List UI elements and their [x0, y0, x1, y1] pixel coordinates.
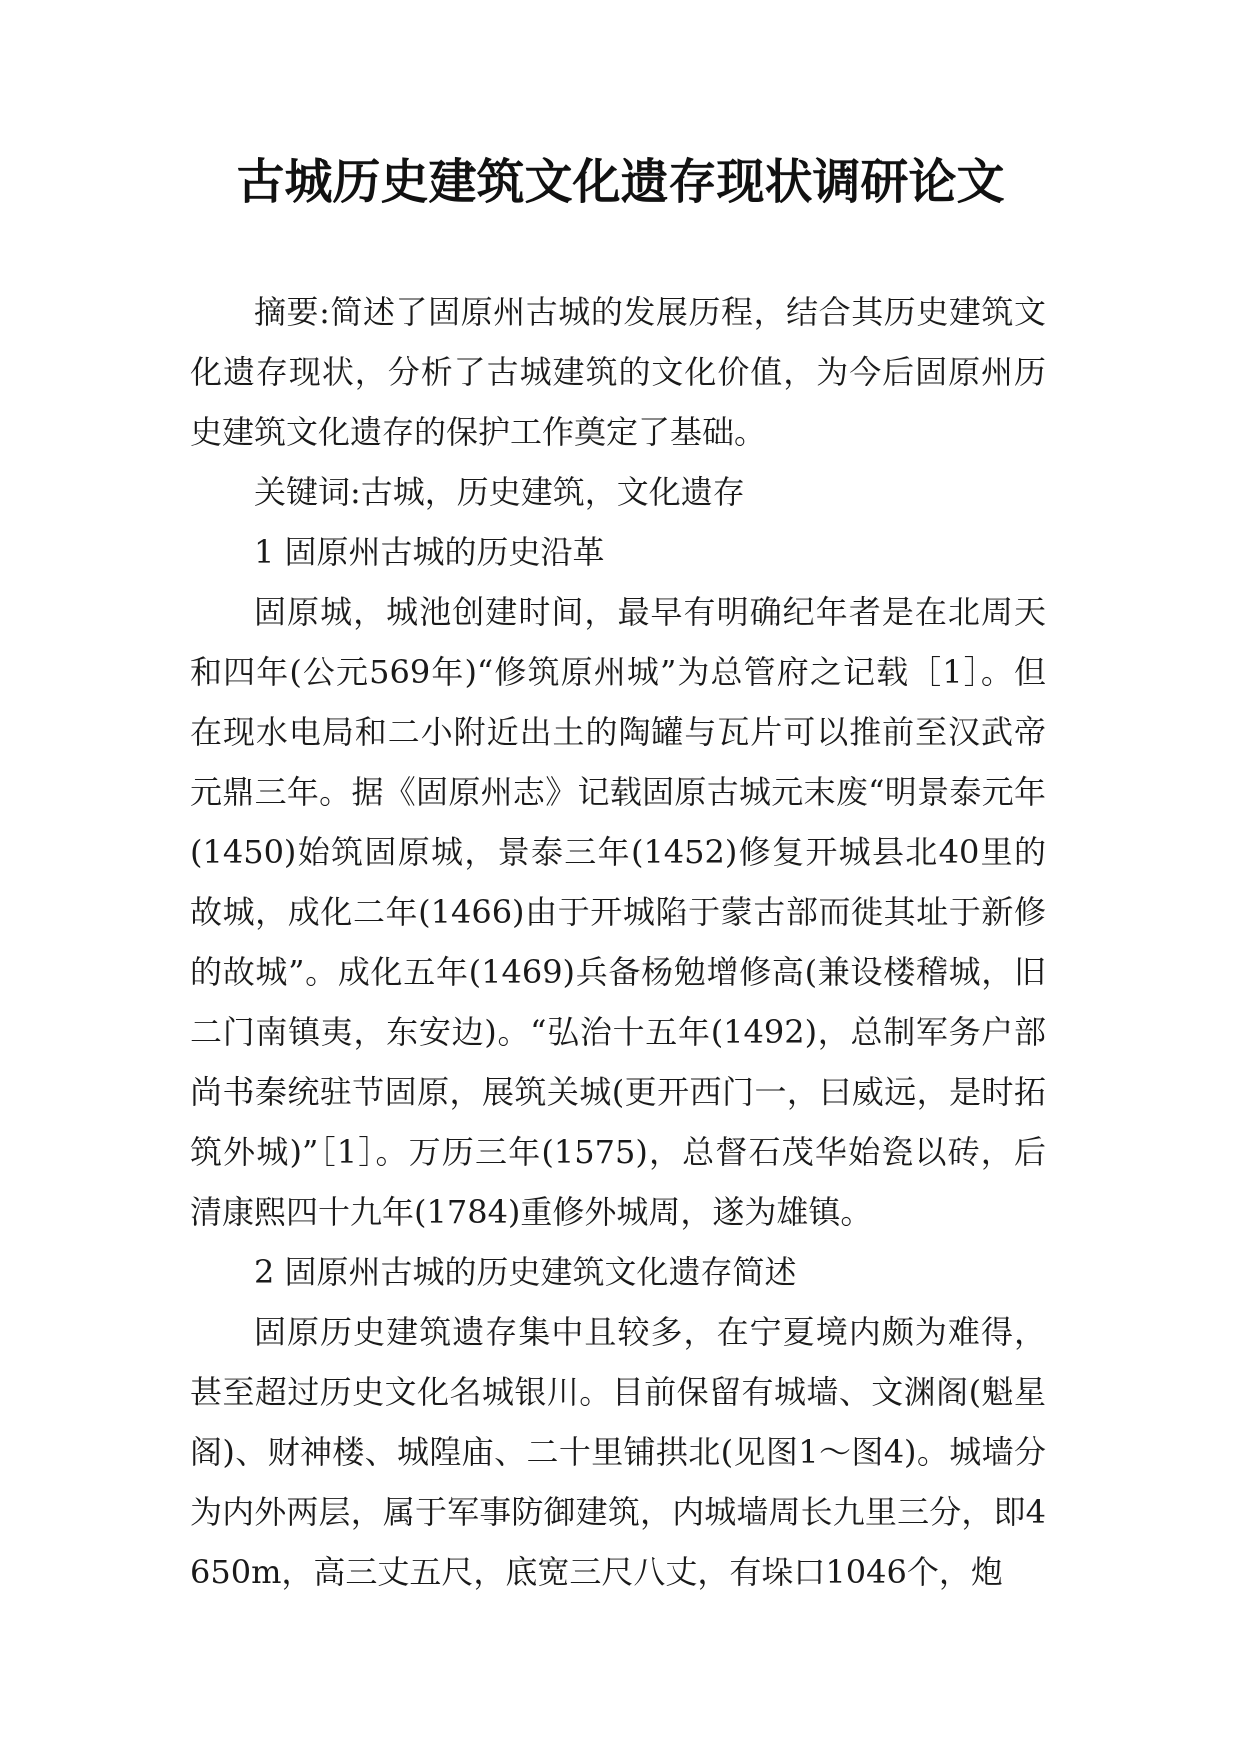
history-paragraph: 固原城，城池创建时间，最早有明确纪年者是在北周天和四年(公元569年)“修筑原州城”为总管府之记载［1］。但在现水电局和二小附近出土的陶罐与瓦片可以推前至汉武帝元鼎三年。据《固原州志》记载固原古城元末废“明景泰元年(1450)始筑固原城，景泰三年(1452)修复开城县北40里的故城，成化二年(1466)由于开城陷于蒙古部而徙其址于新修的故城”。成化五年(1469)兵备杨勉增修高(兼设楼稽城，旧二门南镇夷，东安边)。“弘治十五年(1492)，总制军务户部尚书秦统驻节固原，展筑关城(更开西门一，曰威远，是时拓筑外城)”［1］。万历三年(1575)，总督石茂华始瓷以砖，后清康熙四十九年(1784)重修外城周，遂为雄镇。: [190, 593, 1046, 1231]
section-heading-2: 2 固原州古城的历史建筑文化遗存简述: [254, 1253, 797, 1291]
abstract-paragraph: 摘要:简述了固原州古城的发展历程，结合其历史建筑文化遗存现状，分析了古城建筑的文化价值，为今后固原州历史建筑文化遗存的保护工作奠定了基础。: [190, 293, 1046, 451]
keywords-paragraph: 关键词:古城，历史建筑，文化遗存: [254, 473, 745, 511]
document-body: [190, 282, 1046, 1602]
heritage-paragraph: 固原历史建筑遗存集中且较多，在宁夏境内颇为难得，甚至超过历史文化名城银川。目前保留有城墙、文渊阁(魁星阁)、财神楼、城隍庙、二十里铺拱北(见图1～图4)。城墙分为内外两层，属于军事防御建筑，内城墙周长九里三分，即4650m，高三丈五尺，底宽三尺八丈，有垛口1046个，炮: [190, 1313, 1046, 1591]
section-heading-1: 1 固原州古城的历史沿革: [254, 533, 605, 571]
document-title: 古城历史建筑文化遗存现状调研论文: [236, 154, 1005, 210]
